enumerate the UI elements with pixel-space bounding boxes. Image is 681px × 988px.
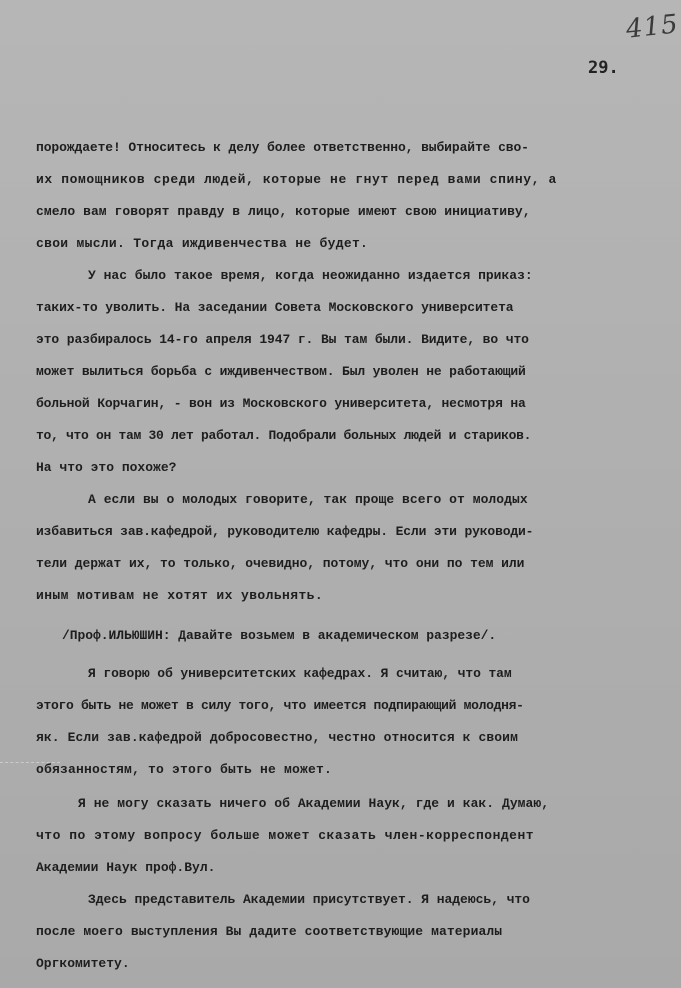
text-line: Я не могу сказать ничего об Академии Наук, где и как. Думаю, [78, 796, 550, 811]
handwritten-archive-number: 415 [624, 9, 681, 45]
text-line: после моего выступления Вы дадите соответствующие материалы [36, 924, 503, 939]
text-line: иным мотивам не хотят их увольнять. [36, 588, 324, 603]
text-line: смело вам говорят правду в лицо, которые имеют свою инициативу, [36, 204, 531, 219]
text-line: этого быть не может в силу того, что имеется подпирающий молодня- [36, 698, 524, 713]
text-line: тели держат их, то только, очевидно, потому, что они по тем или [36, 556, 525, 571]
text-line: это разбиралось 14-го апреля 1947 г. Вы там были. Видите, во что [36, 332, 529, 347]
text-line: Здесь представитель Академии присутствует. Я надеюсь, что [88, 892, 530, 907]
text-line: Оргкомитету. [36, 956, 130, 971]
page-number: 29. [588, 58, 619, 78]
text-line: обязанностям, то этого быть не может. [36, 762, 333, 777]
text-line: На что это похоже? [36, 460, 177, 475]
text-line: больной Корчагин, - вон из Московского университета, несмотря на [36, 396, 526, 411]
text-line: таких-то уволить. На заседании Совета Московского университета [36, 300, 514, 315]
text-line: Я говорю об университетских кафедрах. Я считаю, что там [88, 666, 512, 681]
text-line: як. Если зав.кафедрой добросовестно, честно относится к своим [36, 730, 518, 745]
text-line: порождаете! Относитесь к делу более ответственно, выбирайте сво- [36, 140, 529, 155]
text-line: может вылиться борьба с иждивенчеством. Был уволен не работающий [36, 364, 526, 379]
text-line: Академии Наук проф.Вул. [36, 860, 216, 875]
text-line: то, что он там 30 лет работал. Подобрали больных людей и стариков. [36, 428, 532, 443]
speaker-remark: /Проф.ИЛЬЮШИН: Давайте возьмем в академическом разрезе/. [62, 628, 497, 643]
text-line: А если вы о молодых говорите, так проще всего от молодых [88, 492, 528, 507]
text-line: их помощников среди людей, которые не гнут перед вами спину, а [36, 172, 557, 187]
text-line: свои мысли. Тогда иждивенчества не будет. [36, 236, 369, 251]
text-line: У нас было такое время, когда неожиданно издается приказ: [88, 268, 533, 283]
text-line: избавиться зав.кафедрой, руководителю кафедры. Если эти руководи- [36, 524, 534, 539]
text-line: что по этому вопросу больше может сказать член-корреспондент [36, 828, 535, 843]
